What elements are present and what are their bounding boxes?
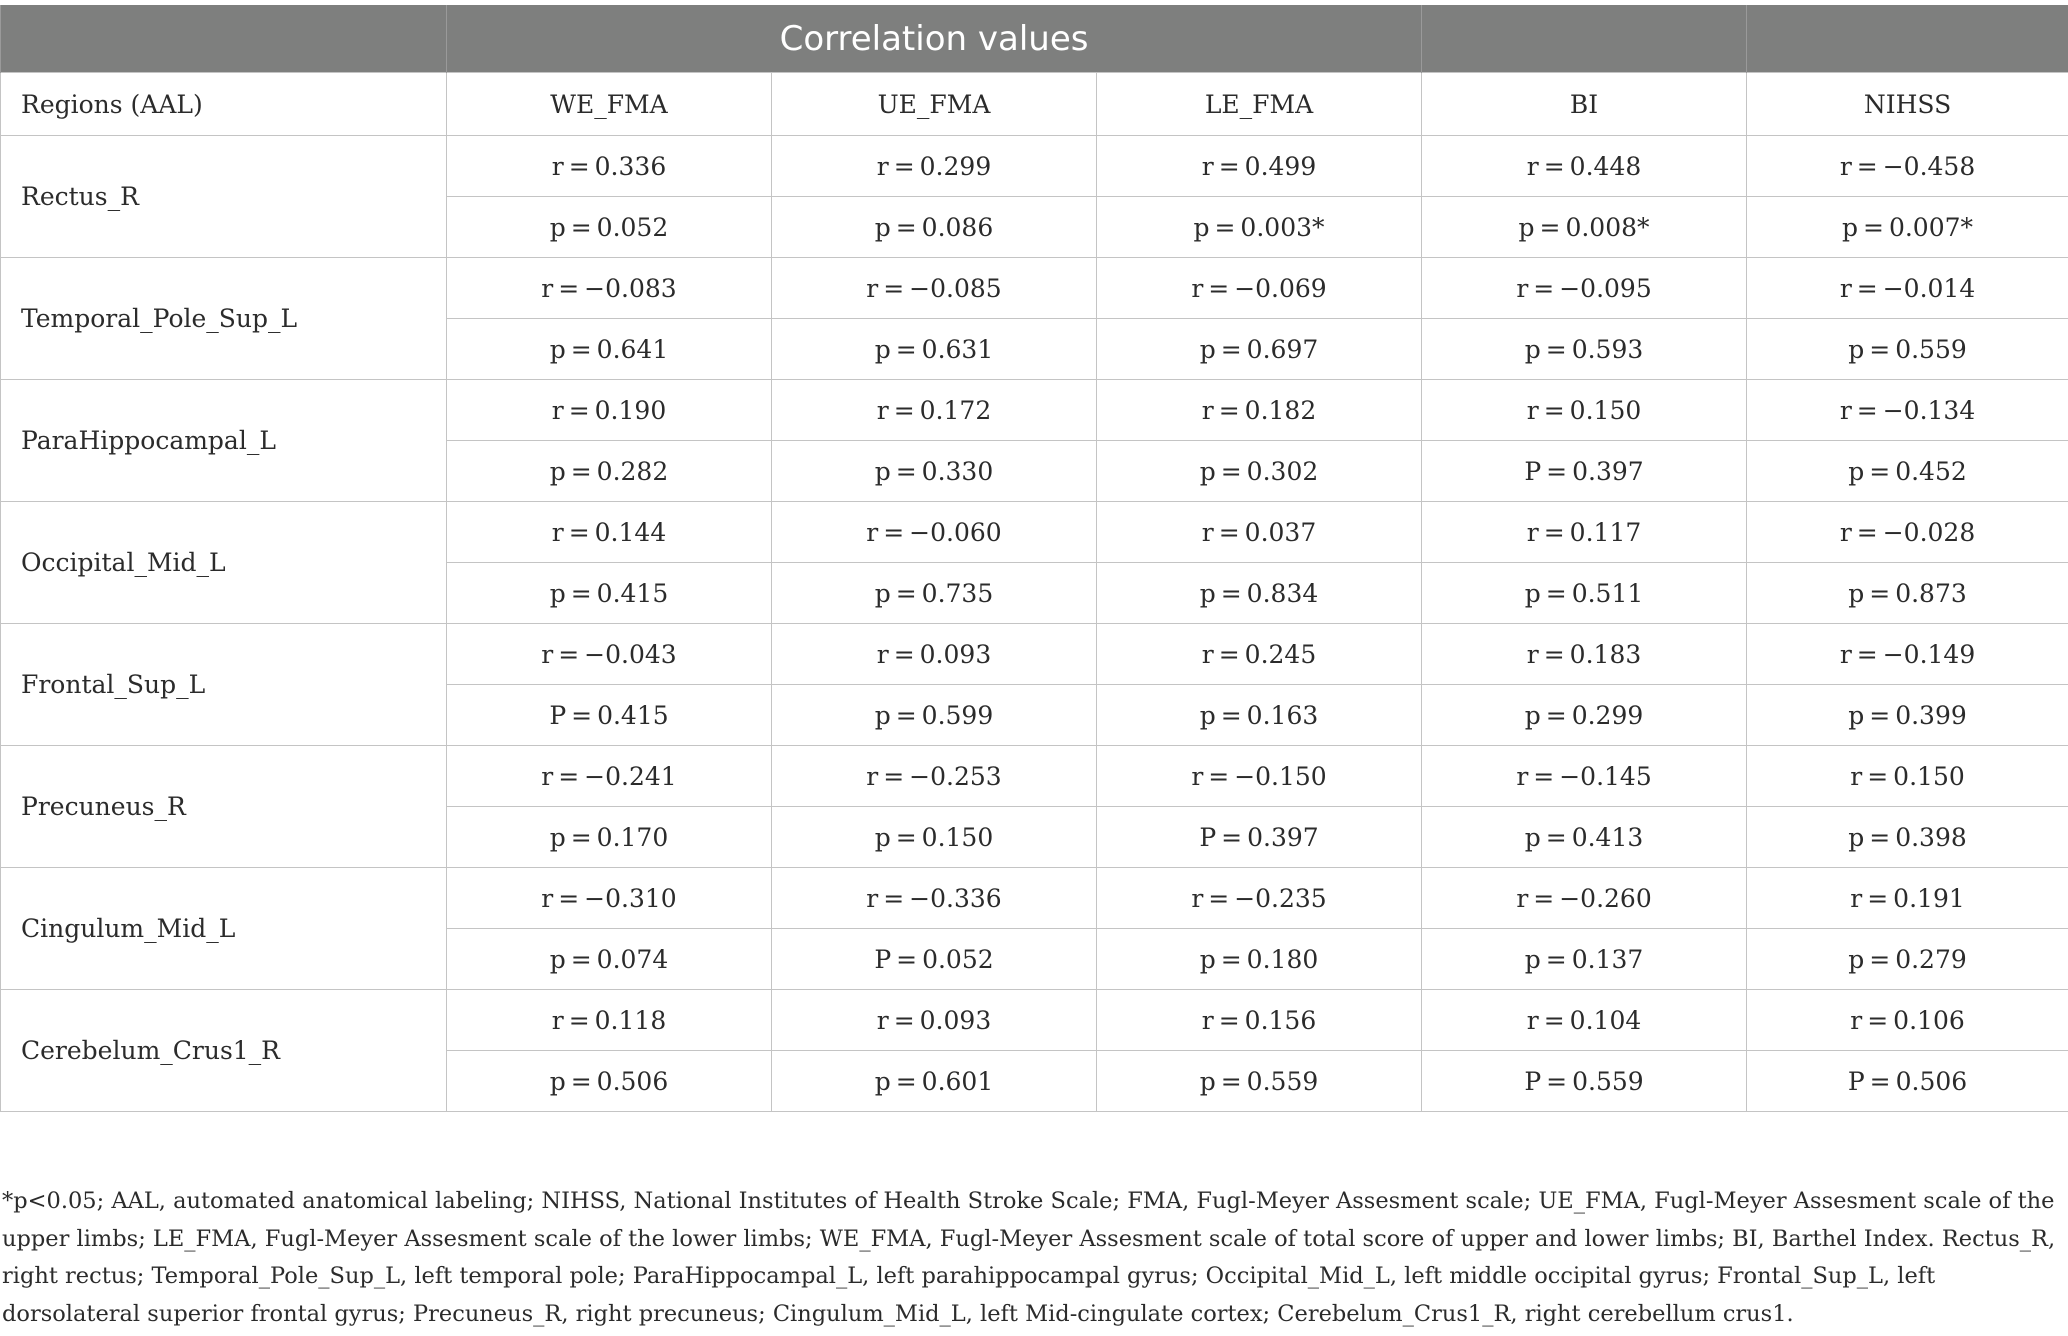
r-value-cell: r = −0.260 xyxy=(1422,868,1747,929)
p-value-cell: p = 0.559 xyxy=(1747,319,2068,380)
r-value-cell: r = 0.150 xyxy=(1422,380,1747,441)
r-value-cell: r = −0.095 xyxy=(1422,258,1747,319)
p-value-cell: p = 0.282 xyxy=(447,441,772,502)
column-header-ue-fma: UE_FMA xyxy=(772,73,1097,136)
table-row-r xyxy=(1,746,2068,807)
p-value-cell: p = 0.415 xyxy=(447,563,772,624)
column-header-row xyxy=(1,73,2068,136)
region-cell: Cerebelum_Crus1_R xyxy=(1,990,447,1112)
column-header-bi: BI xyxy=(1422,73,1747,136)
r-value-cell: r = 0.104 xyxy=(1422,990,1747,1051)
p-value-cell: p = 0.086 xyxy=(772,197,1097,258)
p-value-cell: p = 0.593 xyxy=(1422,319,1747,380)
region-cell: Cingulum_Mid_L xyxy=(1,868,447,990)
p-value-cell: p = 0.398 xyxy=(1747,807,2068,868)
r-value-cell: r = −0.149 xyxy=(1747,624,2068,685)
r-value-cell: r = 0.106 xyxy=(1747,990,2068,1051)
p-value-cell: p = 0.601 xyxy=(772,1051,1097,1112)
r-value-cell: r = 0.183 xyxy=(1422,624,1747,685)
r-value-cell: r = −0.069 xyxy=(1097,258,1422,319)
column-header-nihss: NIHSS xyxy=(1747,73,2068,136)
r-value-cell: r = 0.093 xyxy=(772,624,1097,685)
r-value-cell: r = 0.118 xyxy=(447,990,772,1051)
correlation-table-container xyxy=(0,5,2068,1112)
p-value-cell: P = 0.397 xyxy=(1422,441,1747,502)
p-value-cell: p = 0.007* xyxy=(1747,197,2068,258)
p-value-cell: p = 0.641 xyxy=(447,319,772,380)
r-value-cell: r = 0.117 xyxy=(1422,502,1747,563)
region-cell: Occipital_Mid_L xyxy=(1,502,447,624)
table-row-r xyxy=(1,136,2068,197)
p-value-cell: p = 0.279 xyxy=(1747,929,2068,990)
region-cell: Rectus_R xyxy=(1,136,447,258)
r-value-cell: r = 0.150 xyxy=(1747,746,2068,807)
p-value-cell: p = 0.052 xyxy=(447,197,772,258)
p-value-cell: p = 0.302 xyxy=(1097,441,1422,502)
p-value-cell: P = 0.052 xyxy=(772,929,1097,990)
region-cell: Precuneus_R xyxy=(1,746,447,868)
p-value-cell: p = 0.163 xyxy=(1097,685,1422,746)
table-row-r xyxy=(1,868,2068,929)
r-value-cell: r = −0.083 xyxy=(447,258,772,319)
r-value-cell: r = 0.093 xyxy=(772,990,1097,1051)
r-value-cell: r = 0.499 xyxy=(1097,136,1422,197)
region-cell: ParaHippocampal_L xyxy=(1,380,447,502)
p-value-cell: p = 0.697 xyxy=(1097,319,1422,380)
table-title: Correlation values xyxy=(447,5,1422,73)
column-header-le-fma: LE_FMA xyxy=(1097,73,1422,136)
r-value-cell: r = −0.028 xyxy=(1747,502,2068,563)
table-row-r xyxy=(1,502,2068,563)
p-value-cell: p = 0.299 xyxy=(1422,685,1747,746)
r-value-cell: r = 0.191 xyxy=(1747,868,2068,929)
p-value-cell: p = 0.399 xyxy=(1747,685,2068,746)
region-cell: Temporal_Pole_Sup_L xyxy=(1,258,447,380)
column-header-we-fma: WE_FMA xyxy=(447,73,772,136)
r-value-cell: r = 0.448 xyxy=(1422,136,1747,197)
r-value-cell: r = 0.245 xyxy=(1097,624,1422,685)
r-value-cell: r = −0.145 xyxy=(1422,746,1747,807)
p-value-cell: P = 0.506 xyxy=(1747,1051,2068,1112)
r-value-cell: r = −0.336 xyxy=(772,868,1097,929)
r-value-cell: r = 0.037 xyxy=(1097,502,1422,563)
p-value-cell: p = 0.150 xyxy=(772,807,1097,868)
table-row-r xyxy=(1,258,2068,319)
p-value-cell: p = 0.506 xyxy=(447,1051,772,1112)
r-value-cell: r = 0.190 xyxy=(447,380,772,441)
p-value-cell: p = 0.008* xyxy=(1422,197,1747,258)
p-value-cell: p = 0.180 xyxy=(1097,929,1422,990)
p-value-cell: p = 0.599 xyxy=(772,685,1097,746)
p-value-cell: p = 0.413 xyxy=(1422,807,1747,868)
r-value-cell: r = −0.310 xyxy=(447,868,772,929)
p-value-cell: p = 0.511 xyxy=(1422,563,1747,624)
p-value-cell: p = 0.137 xyxy=(1422,929,1747,990)
r-value-cell: r = 0.299 xyxy=(772,136,1097,197)
p-value-cell: p = 0.834 xyxy=(1097,563,1422,624)
p-value-cell: P = 0.397 xyxy=(1097,807,1422,868)
r-value-cell: r = 0.182 xyxy=(1097,380,1422,441)
r-value-cell: r = 0.156 xyxy=(1097,990,1422,1051)
r-value-cell: r = −0.085 xyxy=(772,258,1097,319)
p-value-cell: P = 0.559 xyxy=(1422,1051,1747,1112)
r-value-cell: r = −0.150 xyxy=(1097,746,1422,807)
table-row-r xyxy=(1,990,2068,1051)
r-value-cell: r = −0.043 xyxy=(447,624,772,685)
r-value-cell: r = −0.253 xyxy=(772,746,1097,807)
p-value-cell: p = 0.559 xyxy=(1097,1051,1422,1112)
banner-blank-cell xyxy=(1422,5,1747,73)
r-value-cell: r = −0.241 xyxy=(447,746,772,807)
r-value-cell: r = −0.235 xyxy=(1097,868,1422,929)
p-value-cell: p = 0.003* xyxy=(1097,197,1422,258)
column-header-regions: Regions (AAL) xyxy=(1,73,447,136)
table-row-r xyxy=(1,380,2068,441)
r-value-cell: r = −0.134 xyxy=(1747,380,2068,441)
p-value-cell: p = 0.735 xyxy=(772,563,1097,624)
table-row-r xyxy=(1,624,2068,685)
p-value-cell: p = 0.452 xyxy=(1747,441,2068,502)
table-banner-row xyxy=(1,5,2068,73)
banner-blank-cell xyxy=(1747,5,2068,73)
r-value-cell: r = −0.014 xyxy=(1747,258,2068,319)
p-value-cell: p = 0.873 xyxy=(1747,563,2068,624)
region-cell: Frontal_Sup_L xyxy=(1,624,447,746)
correlation-table xyxy=(0,5,2068,1112)
p-value-cell: p = 0.074 xyxy=(447,929,772,990)
r-value-cell: r = −0.458 xyxy=(1747,136,2068,197)
table-footnote: *p<0.05; AAL, automated anatomical labeling; NIHSS, National Institutes of Health Stroke Scale; FMA, Fugl-Meyer Assesment scale; UE_FMA, Fugl-Meyer Assesment scale of the upper limbs; LE_FMA, Fugl-Meyer Assesment scale of the lower limbs; WE_FMA, Fugl-Meyer Assesment scale of total score of upper and lower limbs; BI, Barthel Index. Rectus_R, right rectus; Temporal_Pole_Sup_L, left temporal pole; ParaHippocampal_L, left parahippocampal gyrus; Occipital_Mid_L, left middle occipital gyrus; Frontal_Sup_L, left dorsolateral superior frontal gyrus; Precuneus_R, right precuneus; Cingulum_Mid_L, left Mid-cingulate cortex; Cerebelum_Crus1_R, right cerebellum crus1. xyxy=(2,1188,2056,1327)
p-value-cell: P = 0.415 xyxy=(447,685,772,746)
r-value-cell: r = 0.172 xyxy=(772,380,1097,441)
r-value-cell: r = 0.144 xyxy=(447,502,772,563)
p-value-cell: p = 0.170 xyxy=(447,807,772,868)
p-value-cell: p = 0.631 xyxy=(772,319,1097,380)
r-value-cell: r = −0.060 xyxy=(772,502,1097,563)
p-value-cell: p = 0.330 xyxy=(772,441,1097,502)
r-value-cell: r = 0.336 xyxy=(447,136,772,197)
banner-blank-cell xyxy=(1,5,447,73)
